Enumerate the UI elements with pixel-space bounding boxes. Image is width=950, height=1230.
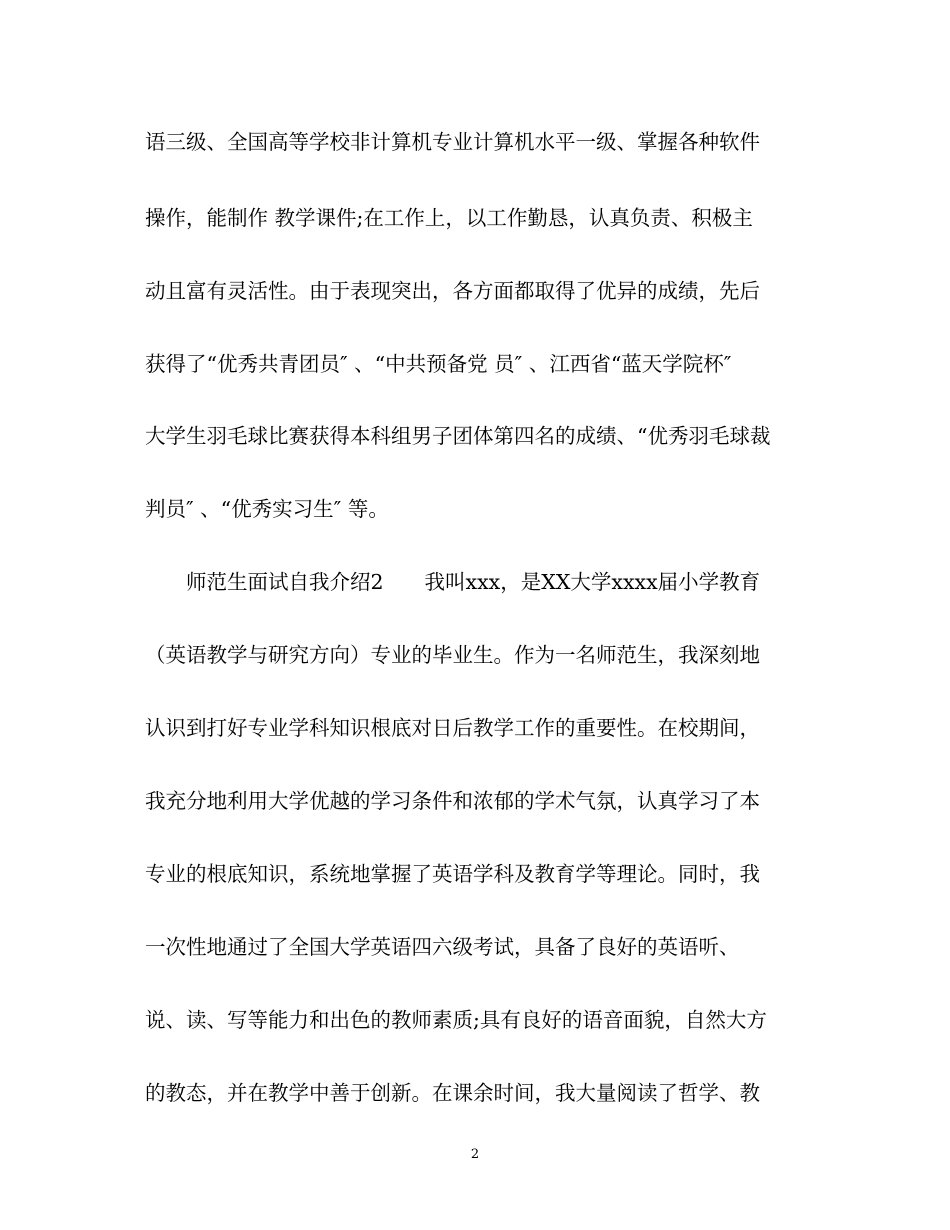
body-text-line: 说、读、写等能力和出色的教师素质;具有良好的语音面貌，自然大方: [145, 1008, 767, 1032]
body-text-line: 动且富有灵活性。由于表现突出，各方面都取得了优异的成绩，先后: [145, 279, 760, 303]
body-text-line: 获得了“优秀共青团员″ 、“中共预备党 员″ 、江西省“蓝天学院杯″: [145, 352, 732, 376]
body-text-line: 操作，能制作 教学课件;在工作上，以工作勤恳，认真负责、积极主: [145, 206, 753, 230]
body-text-line: 语三级、全国高等学校非计算机专业计算机水平一级、掌握各种软件: [145, 130, 760, 154]
body-text-line: 专业的根底知识，系统地掌握了英语学科及教育学等理论。同时，我: [145, 862, 760, 886]
page-number: 2: [470, 1147, 480, 1162]
body-text-line: 的教态，并在教学中善于创新。在课余时间，我大量阅读了哲学、教: [145, 1081, 760, 1105]
body-text-line: 一次性地通过了全国大学英语四六级考试，具备了良好的英语听、: [145, 935, 740, 959]
body-text-line: 大学生羽毛球比赛获得本科组男子团体第四名的成绩、“优秀羽毛球裁: [145, 424, 771, 448]
body-text-line: 我充分地利用大学优越的学习条件和浓郁的学术气氛，认真学习了本: [145, 789, 760, 813]
section-heading-line: 师范生面试自我介绍2 我叫xxx，是XX大学xxxx届小学教育: [145, 570, 761, 594]
body-text-line: 判员″ 、“优秀实习生″ 等。: [145, 497, 389, 521]
body-text-line: 认识到打好专业学科知识根底对日后教学工作的重要性。在校期间，: [145, 716, 760, 740]
body-text-line: （英语教学与研究方向）专业的毕业生。作为一名师范生，我深刻地: [145, 643, 760, 667]
